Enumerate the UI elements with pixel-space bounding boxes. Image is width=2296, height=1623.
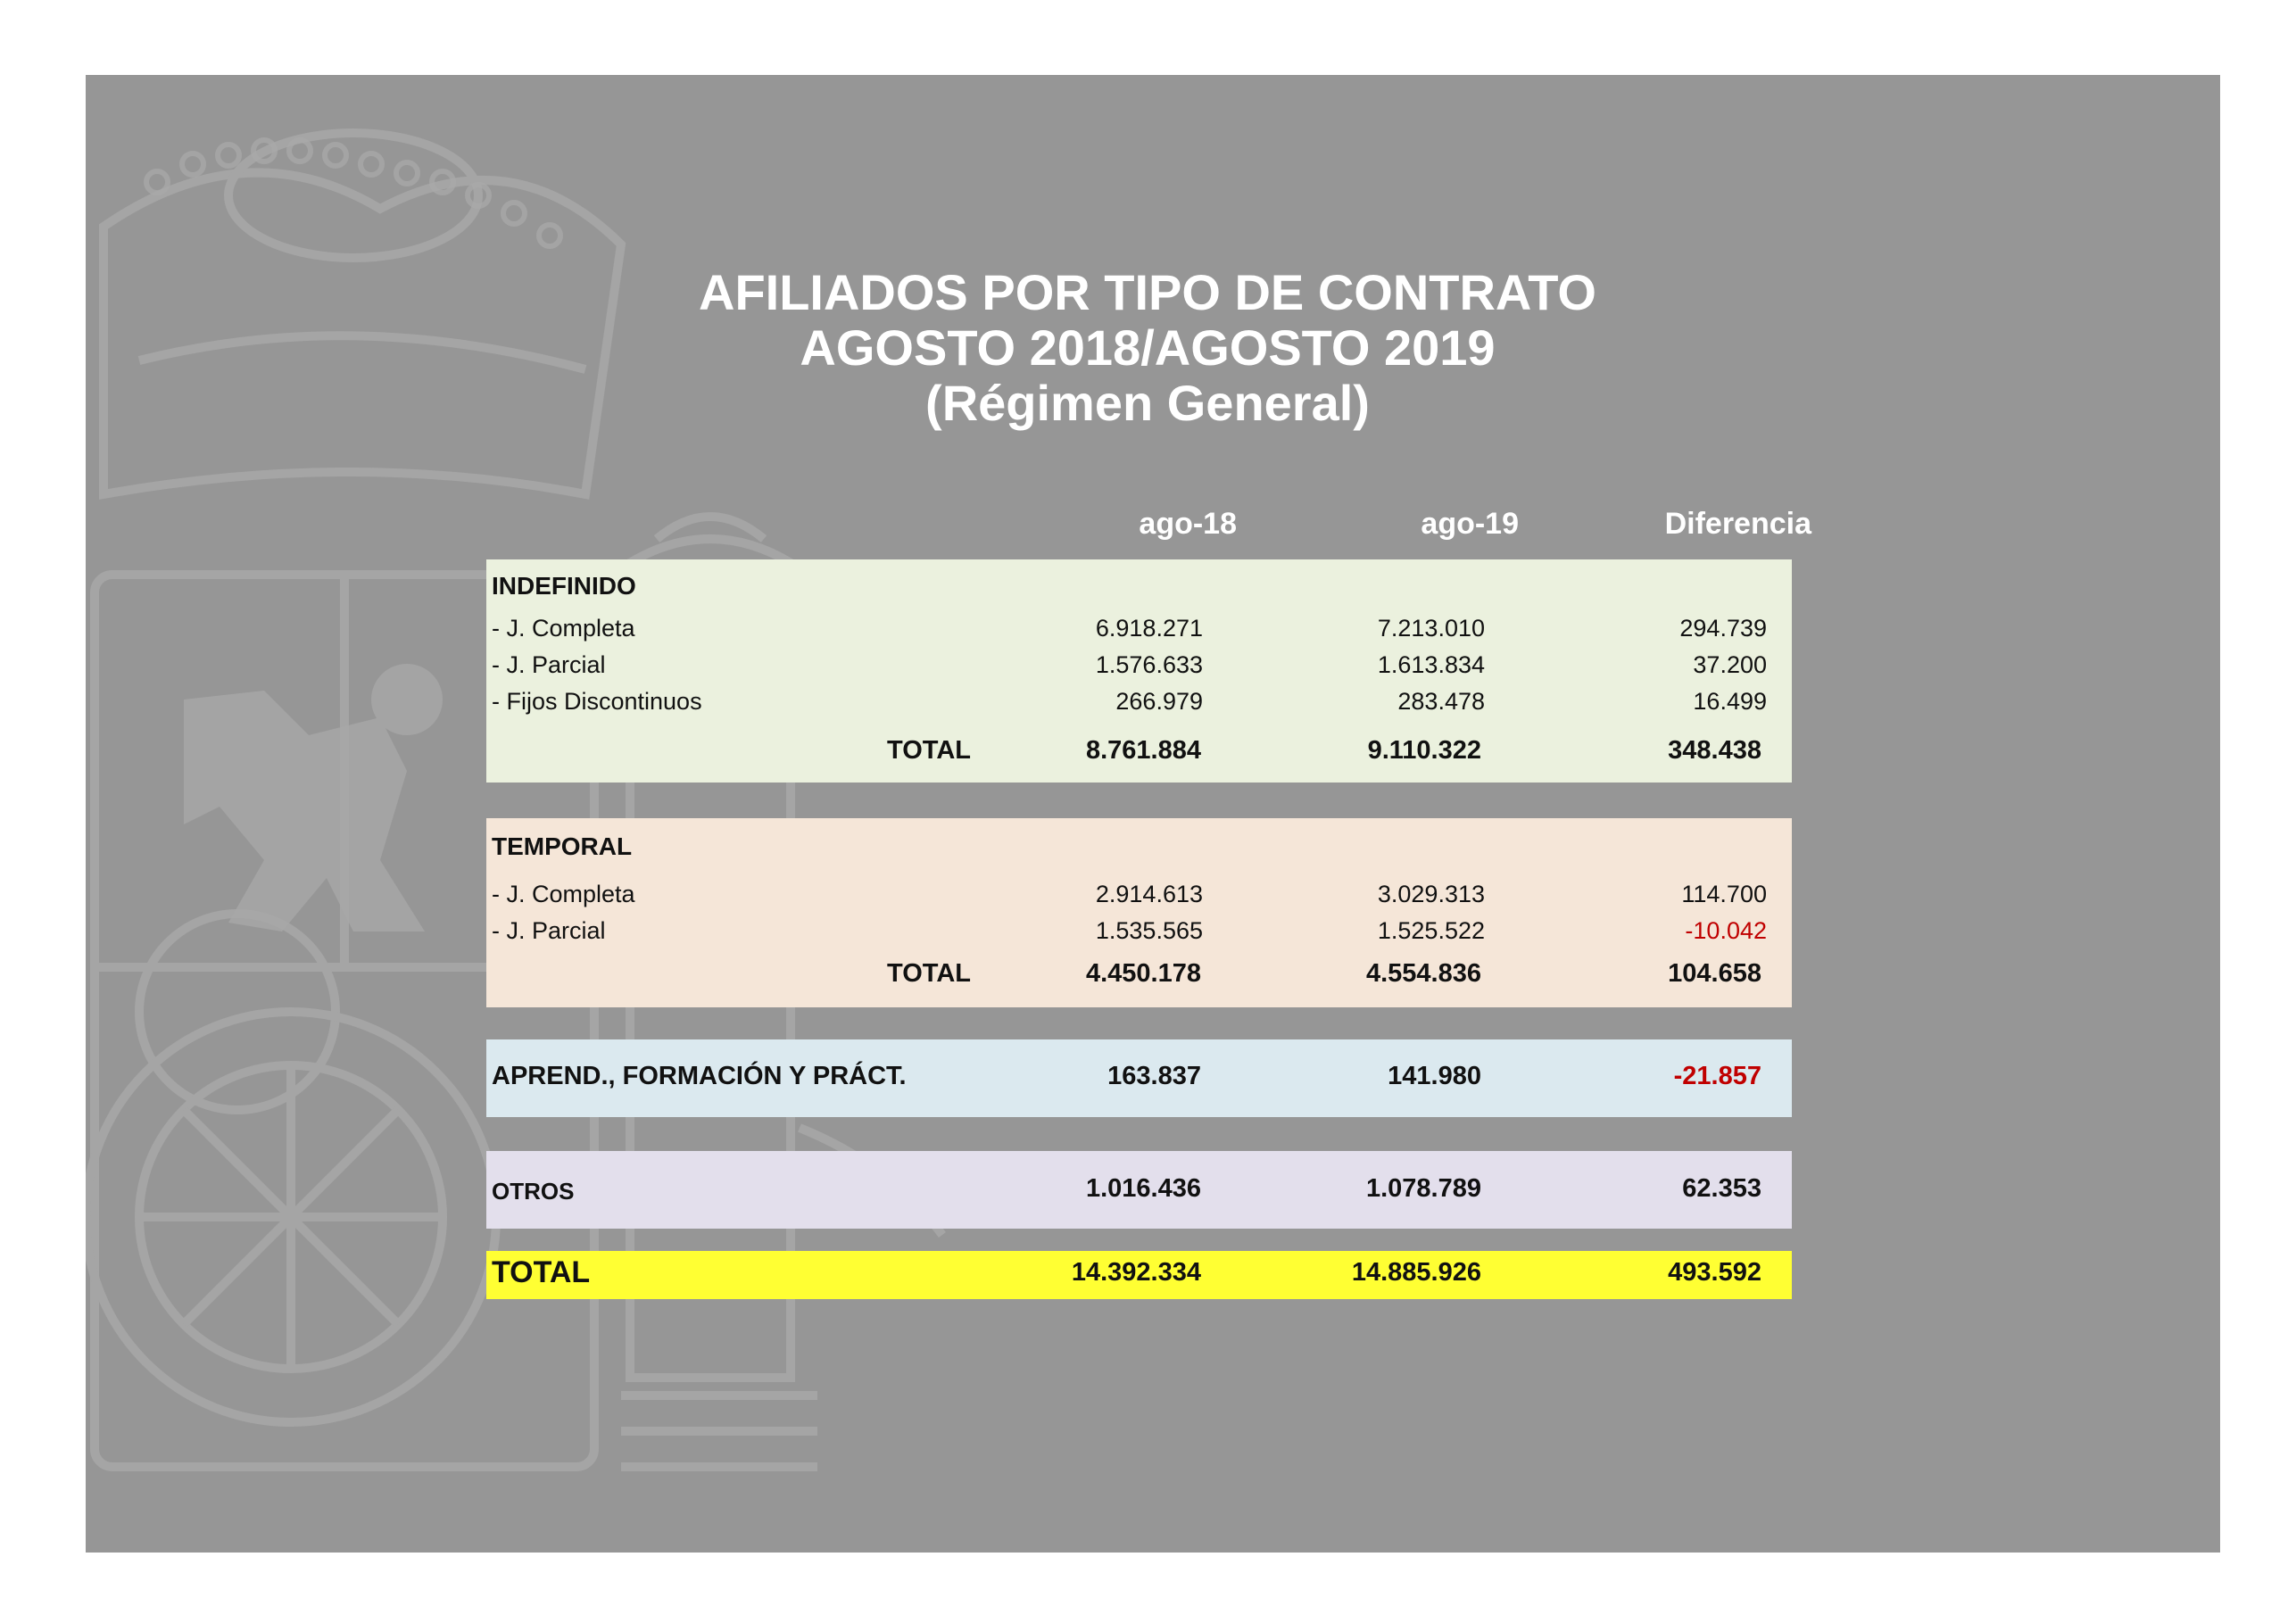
subtotal-row	[486, 959, 1792, 997]
row-label: - J. Parcial	[492, 651, 606, 678]
aprend-section	[486, 1039, 1792, 1117]
subtotal-diferencia: 104.658	[1668, 959, 1761, 988]
value-diferencia: 37.200	[1693, 651, 1767, 678]
subtotal-diferencia: 348.438	[1668, 736, 1761, 765]
otros-section	[486, 1151, 1792, 1229]
row-label: - Fijos Discontinuos	[492, 688, 702, 715]
value-ago18: 266.979	[1115, 688, 1203, 715]
column-header-ago19: ago-19	[1421, 507, 1519, 541]
title-line-3: (Régimen General)	[925, 375, 1370, 431]
row-label: - J. Completa	[492, 881, 635, 907]
row-label: - J. Completa	[492, 615, 635, 642]
value-diferencia-negative: -10.042	[1685, 917, 1767, 944]
value-ago18: 1.016.436	[1085, 1174, 1201, 1203]
grand-total-label: TOTAL	[492, 1255, 591, 1289]
grand-total-diferencia: 493.592	[1668, 1258, 1761, 1287]
value-ago18: 1.535.565	[1095, 917, 1203, 944]
value-diferencia: 62.353	[1682, 1174, 1761, 1203]
value-ago19: 1.525.522	[1377, 917, 1485, 944]
value-ago19: 3.029.313	[1377, 881, 1485, 907]
subtotal-ago18: 8.761.884	[1085, 736, 1201, 765]
value-diferencia: 294.739	[1679, 615, 1767, 642]
subtotal-row	[486, 736, 1792, 774]
table-row	[486, 917, 1792, 955]
grand-total-row	[486, 1251, 1792, 1299]
page-title	[496, 265, 1799, 431]
value-ago18: 6.918.271	[1095, 615, 1203, 642]
table-row	[486, 1174, 1792, 1212]
row-label: - J. Parcial	[492, 917, 606, 944]
title-line-1: AFILIADOS POR TIPO DE CONTRATO	[699, 264, 1596, 320]
subtotal-label: TOTAL	[887, 959, 971, 988]
slide	[86, 75, 2220, 1553]
value-diferencia: 16.499	[1693, 688, 1767, 715]
indefinido-section	[486, 559, 1792, 783]
grand-total-ago18: 14.392.334	[1071, 1258, 1201, 1287]
row-label: OTROS	[492, 1178, 575, 1205]
table-row	[486, 615, 1792, 652]
value-ago19: 7.213.010	[1377, 615, 1485, 642]
indefinido-title: INDEFINIDO	[492, 572, 636, 600]
row-label: APREND., FORMACIÓN Y PRÁCT.	[492, 1062, 907, 1090]
subtotal-ago19: 9.110.322	[1367, 736, 1481, 765]
title-line-2: AGOSTO 2018/AGOSTO 2019	[800, 319, 1496, 376]
value-ago19: 283.478	[1397, 688, 1485, 715]
table-row	[486, 881, 1792, 918]
value-diferencia-negative: -21.857	[1673, 1062, 1761, 1090]
table-row	[486, 688, 1792, 725]
column-header-diferencia: Diferencia	[1664, 507, 1811, 541]
subtotal-ago18: 4.450.178	[1085, 959, 1201, 988]
grand-total-ago19: 14.885.926	[1351, 1258, 1481, 1287]
table-row	[486, 1062, 1792, 1099]
value-ago19: 1.078.789	[1365, 1174, 1481, 1203]
temporal-title: TEMPORAL	[492, 832, 633, 860]
temporal-section	[486, 818, 1792, 1007]
subtotal-label: TOTAL	[887, 736, 971, 765]
subtotal-ago19: 4.554.836	[1365, 959, 1481, 988]
value-ago18: 2.914.613	[1095, 881, 1203, 907]
column-header-ago18: ago-18	[1139, 507, 1237, 541]
value-diferencia: 114.700	[1681, 881, 1767, 907]
value-ago18: 163.837	[1107, 1062, 1201, 1090]
table-row	[486, 1255, 1792, 1296]
value-ago19: 141.980	[1388, 1062, 1481, 1090]
table-row	[486, 651, 1792, 689]
value-ago19: 1.613.834	[1377, 651, 1485, 678]
value-ago18: 1.576.633	[1095, 651, 1203, 678]
